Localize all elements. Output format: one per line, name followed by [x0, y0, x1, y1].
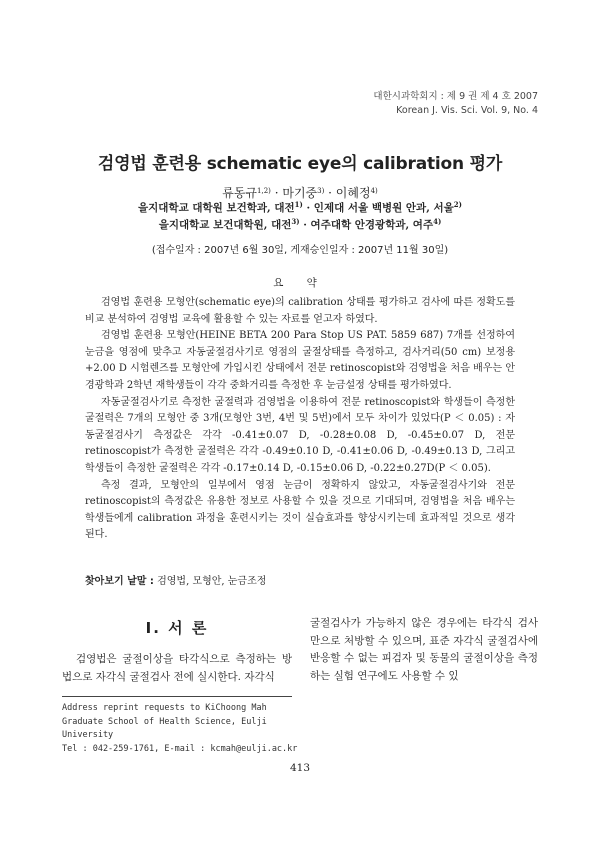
footnote-line: Graduate School of Health Science, Eulji University [62, 716, 267, 740]
author-separator: · [324, 186, 336, 200]
footnote-divider [62, 696, 292, 697]
affiliation-text: · 인제대 서울 백병원 안과, 서울 [302, 202, 454, 214]
correspondence-footnote [62, 702, 322, 756]
abstract-paragraph: 측정 결과, 모형안의 일부에서 영점 눈금이 정확하지 않았고, 자동굴절검사기와 전문 retinoscopist의 측정값은 유용한 정보로 사용할 수 있을 것으로 기대되며, 검영법을 처음 배우는 학생들에게 calibration 과정을 훈련시키는 것이 실습효과를 향상시키는데 효과적일 것으로 생각된다. [85, 479, 515, 541]
affiliation-text: · 여주대학 안경광학과, 여주 [299, 219, 434, 231]
body-column-left [62, 651, 292, 686]
author-name: 류동규 [222, 186, 258, 200]
author-affil-mark: 1,2) [257, 187, 271, 195]
abstract-paragraph: 자동굴절검사기로 측정한 굴절력과 검영법을 이용하여 전문 retinoscopist와 학생들이 측정한 굴절력은 7개의 모형안 중 3개(모형안 3번, 4번 및 5번)에서 모두 차이가 있었다(P ＜ 0.05) : 자동굴절검사기 측정값은 각각 -0.41±0.07 D, -0.28±0.08 D, -0.45±0.07 D, 전문 retinoscopist가 측정한 굴절력은 각각 -0.49±0.10 D, -0.41±0.06 D, -0.49±0.13 D, 그리고 학생들이 측정한 굴절력은 각각 -0.17±0.14 D, -0.15±0.06 D, -0.22±0.27D(P ＜ 0.05). [85, 396, 515, 474]
keywords-label: 찾아보기 낱말 : [85, 576, 154, 587]
author-separator: · [270, 186, 283, 200]
affiliation-mark: 4) [433, 217, 442, 226]
affiliation-line [40, 200, 560, 216]
affiliation-mark: 3) [291, 217, 300, 226]
affiliation-text: 을지대학교 대학원 보건학과, 대전 [138, 202, 295, 214]
abstract-heading: 요 약 [273, 277, 327, 289]
section-title: I. 서 론 [145, 619, 209, 637]
author-affil-mark: 3) [317, 187, 325, 195]
author-list [40, 184, 560, 201]
footnote-line: Address reprint requests to KiChoong Mah [62, 703, 267, 713]
abstract-paragraph: 검영법 훈련용 모형안(schematic eye)의 calibration 상태를 평가하고 검사에 따른 정확도를 비교 분석하여 검영법 교육에 활용할 수 있는 자료를 얻고자 하였다. [85, 297, 515, 325]
affiliation-mark: 2) [453, 200, 462, 209]
received-dates: (접수일자 : 2007년 6월 30일, 게재승인일자 : 2007년 11월 30일) [151, 245, 449, 256]
keywords [85, 572, 525, 587]
journal-header-korean: 대한시과학회지 : 제 9 권 제 4 호 2007 [373, 91, 538, 102]
journal-header-english: Korean J. Vis. Sci. Vol. 9, No. 4 [396, 105, 538, 116]
journal-header [238, 90, 538, 118]
page-number: 413 [289, 762, 311, 774]
author-name: 이혜정 [335, 186, 371, 200]
paper-title: 검영법 훈련용 schematic eye의 calibration 평가 [97, 154, 503, 174]
author-name: 마기중 [282, 186, 318, 200]
keywords-values: 검영법, 모형안, 눈금조정 [153, 576, 267, 587]
author-affil-mark: 4) [370, 187, 378, 195]
footnote-line: Tel : 042-259-1761, E-mail : kcmah@eulji.ac.kr [62, 743, 298, 754]
affiliation-line [40, 217, 560, 233]
body-paragraph: 굴절검사가 가능하지 않은 경우에는 타각식 검사만으로 처방할 수 있으며, 표준 자각식 굴절검사에 반응할 수 없는 피검자 및 동물의 굴절이상을 측정하는 실험 연구에도 사용할 수 있 [310, 617, 538, 682]
body-column-right [310, 615, 538, 685]
affiliation-mark: 1) [294, 200, 303, 209]
body-paragraph: 검영법은 굴절이상을 타각식으로 측정하는 방법으로 자각식 굴절검사 전에 실시한다. 자각식 [62, 653, 292, 683]
abstract-paragraph: 검영법 훈련용 모형안(HEINE BETA 200 Para Stop US PAT. 5859 687) 7개를 선정하여 눈금을 영점에 맞추고 자동굴절검사기로 영점의 굴절상태를 측정하고, 검사거리(50 cm) 보정용 +2.00 D 시험렌즈를 모형안에 가입시킨 상태에서 전문 retinoscopist와 검영법을 처음 배우는 안경광학과 2학년 재학생들이 각각 중화거리를 측정한 후 눈금설정 상태를 평가하였다. [85, 330, 515, 391]
affiliation-text: 을지대학교 보건대학원, 대전 [158, 219, 292, 231]
abstract-body [85, 295, 515, 544]
